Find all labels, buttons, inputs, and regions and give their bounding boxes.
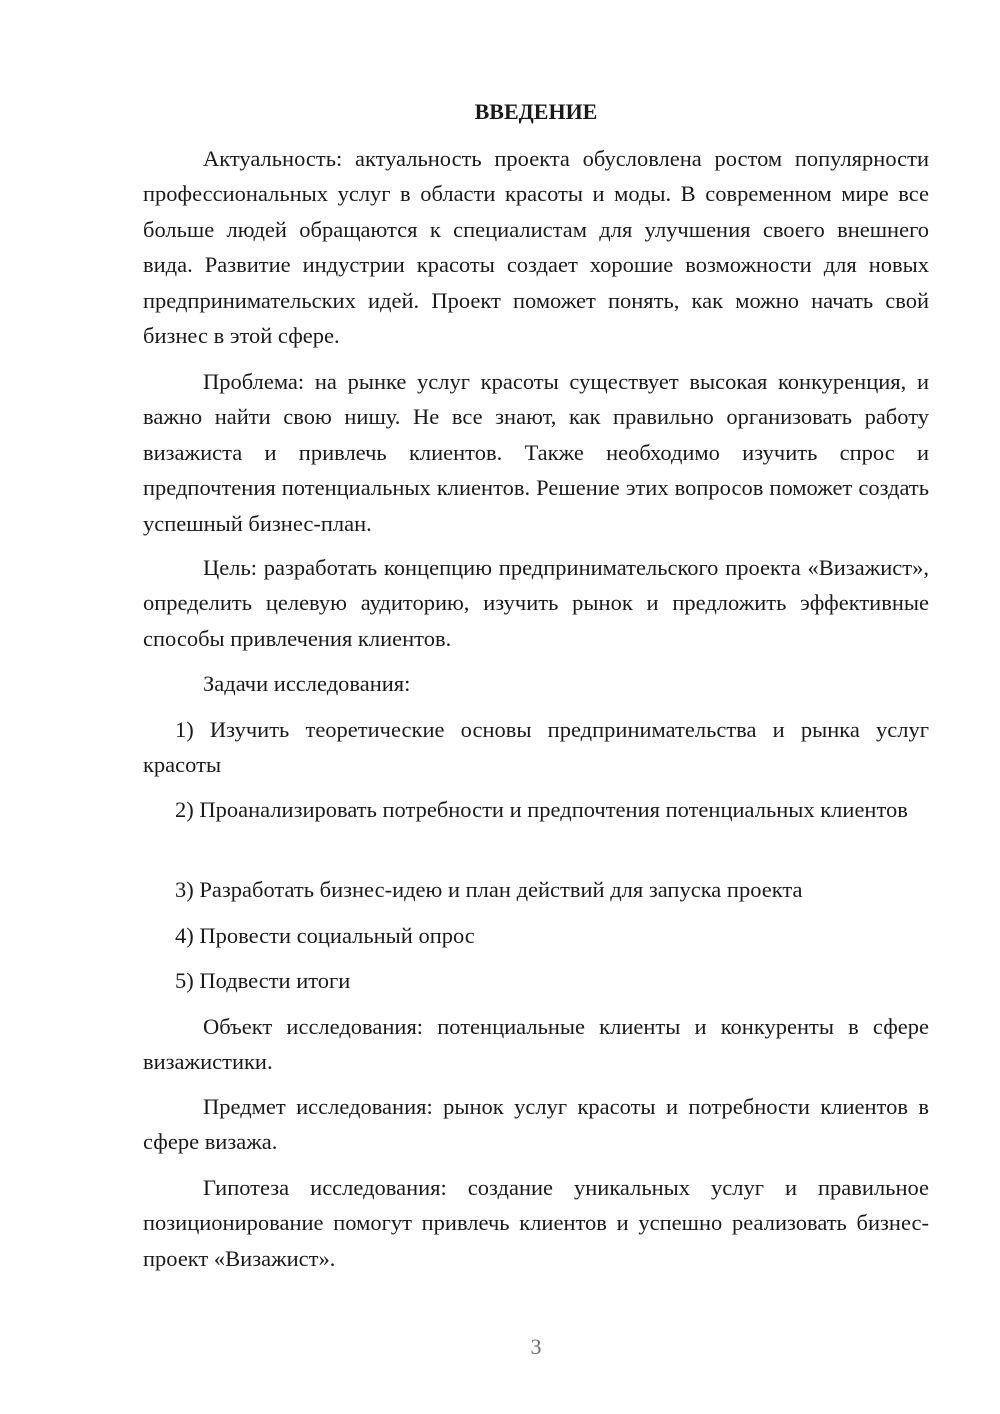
task-item-3: 3) Разработать бизнес-идею и план действий для запуска проекта <box>175 877 803 902</box>
paragraph-goal: Цель: разработать концепцию предпринимательского проекта «Визажист», определить целевую аудиторию, изучить рынок и предложить эффективные способы привлечения клиентов. <box>143 555 929 651</box>
task-item-2: 2) Проанализировать потребности и предпочтения потенциальных клиентов <box>175 797 908 822</box>
paragraph-subject: Предмет исследования: рынок услуг красоты и потребности клиентов в сфере визажа. <box>143 1094 929 1155</box>
task-item-5: 5) Подвести итоги <box>175 968 351 993</box>
paragraph-problem: Проблема: на рынке услуг красоты существует высокая конкуренция, и важно найти свою нишу. Не все знают, как правильно организовать работу визажиста и привлечь клиентов. Также необходимо изучить спрос и предпочтения потенциальных клиентов. Решение этих вопросов поможет создать успешный бизнес-план. <box>143 369 929 536</box>
paragraph-relevance: Актуальность: актуальность проекта обусловлена ростом популярности профессиональных услуг в области красоты и моды. В современном мире все больше людей обращаются к специалистам для улучшения своего внешнего вида. Развитие индустрии красоты создает хорошие возможности для новых предпринимательских идей. Проект поможет понять, как можно начать свой бизнес в этой сфере. <box>143 146 929 349</box>
page-title: ВВЕДЕНИЕ <box>474 99 598 124</box>
paragraph-object: Объект исследования: потенциальные клиенты и конкуренты в сфере визажистики. <box>143 1014 929 1075</box>
paragraph-hypothesis: Гипотеза исследования: создание уникальных услуг и правильное позиционирование помогут привлечь клиентов и успешно реализовать бизнес-проект «Визажист». <box>143 1175 929 1271</box>
task-item-4: 4) Провести социальный опрос <box>175 923 475 948</box>
paragraph-tasks-heading: Задачи исследования: <box>203 671 411 696</box>
page-number: 3 <box>530 1334 542 1359</box>
task-item-1: 1) Изучить теоретические основы предпринимательства и рынка услуг красоты <box>143 717 929 778</box>
